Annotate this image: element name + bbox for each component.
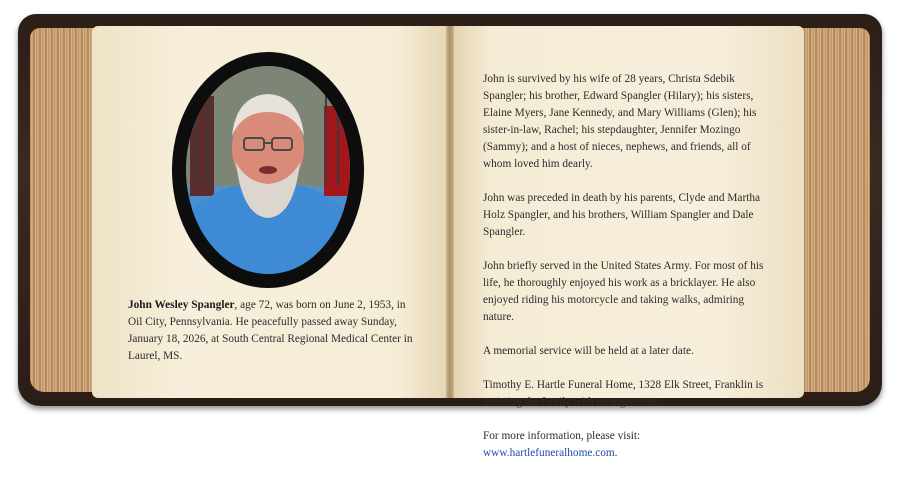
book-spine-gutter [446, 26, 454, 398]
obituary-intro-text: , age 72, was born on June 2, 1953, in Oil City, Pennsylvania. He peacefully passed away Sunday, January 18, 2026, at South Central Regional Medical Center in Laurel, MS. [128, 299, 413, 362]
portrait-photo [186, 66, 350, 274]
preceded-by-paragraph: John was preceded in death by his parents, Clyde and Martha Holz Spangler, and his brothers, William Spangler and Dale Spangler. [483, 192, 761, 238]
website-suffix: . [614, 447, 618, 459]
more-info-paragraph [483, 428, 775, 462]
life-paragraph: John briefly served in the United States Army. For most of his life, he thoroughly enjoyed his work as a bricklayer. He also enjoyed riding his motorcycle and taking walks, admiring nature. [483, 260, 764, 323]
survived-by-paragraph: John is survived by his wife of 28 years, Christa Sdebik Spangler; his brother, Edward Spangler (Hilary); his sisters, Elaine Myers, Jane Kennedy, and Mary Williams (Glen); his sister-in-law, Rachel; his stepdaughter, Jennifer Mozingo (Sammy); and a host of nieces, nephews, and friends, all of whom loved him dearly. [483, 73, 757, 170]
deceased-name: John Wesley Spangler [128, 299, 235, 311]
more-info-label: For more information, please visit: [483, 430, 641, 442]
website-link[interactable]: www.hartlefuneralhome.com [483, 447, 615, 459]
funeral-home-paragraph: Timothy E. Hartle Funeral Home, 1328 Elk Street, Franklin is assisting the family with arrangements. [483, 379, 764, 408]
obituary-details [483, 71, 775, 479]
obituary-intro [128, 297, 418, 365]
memorial-paragraph: A memorial service will be held at a later date. [483, 345, 694, 357]
